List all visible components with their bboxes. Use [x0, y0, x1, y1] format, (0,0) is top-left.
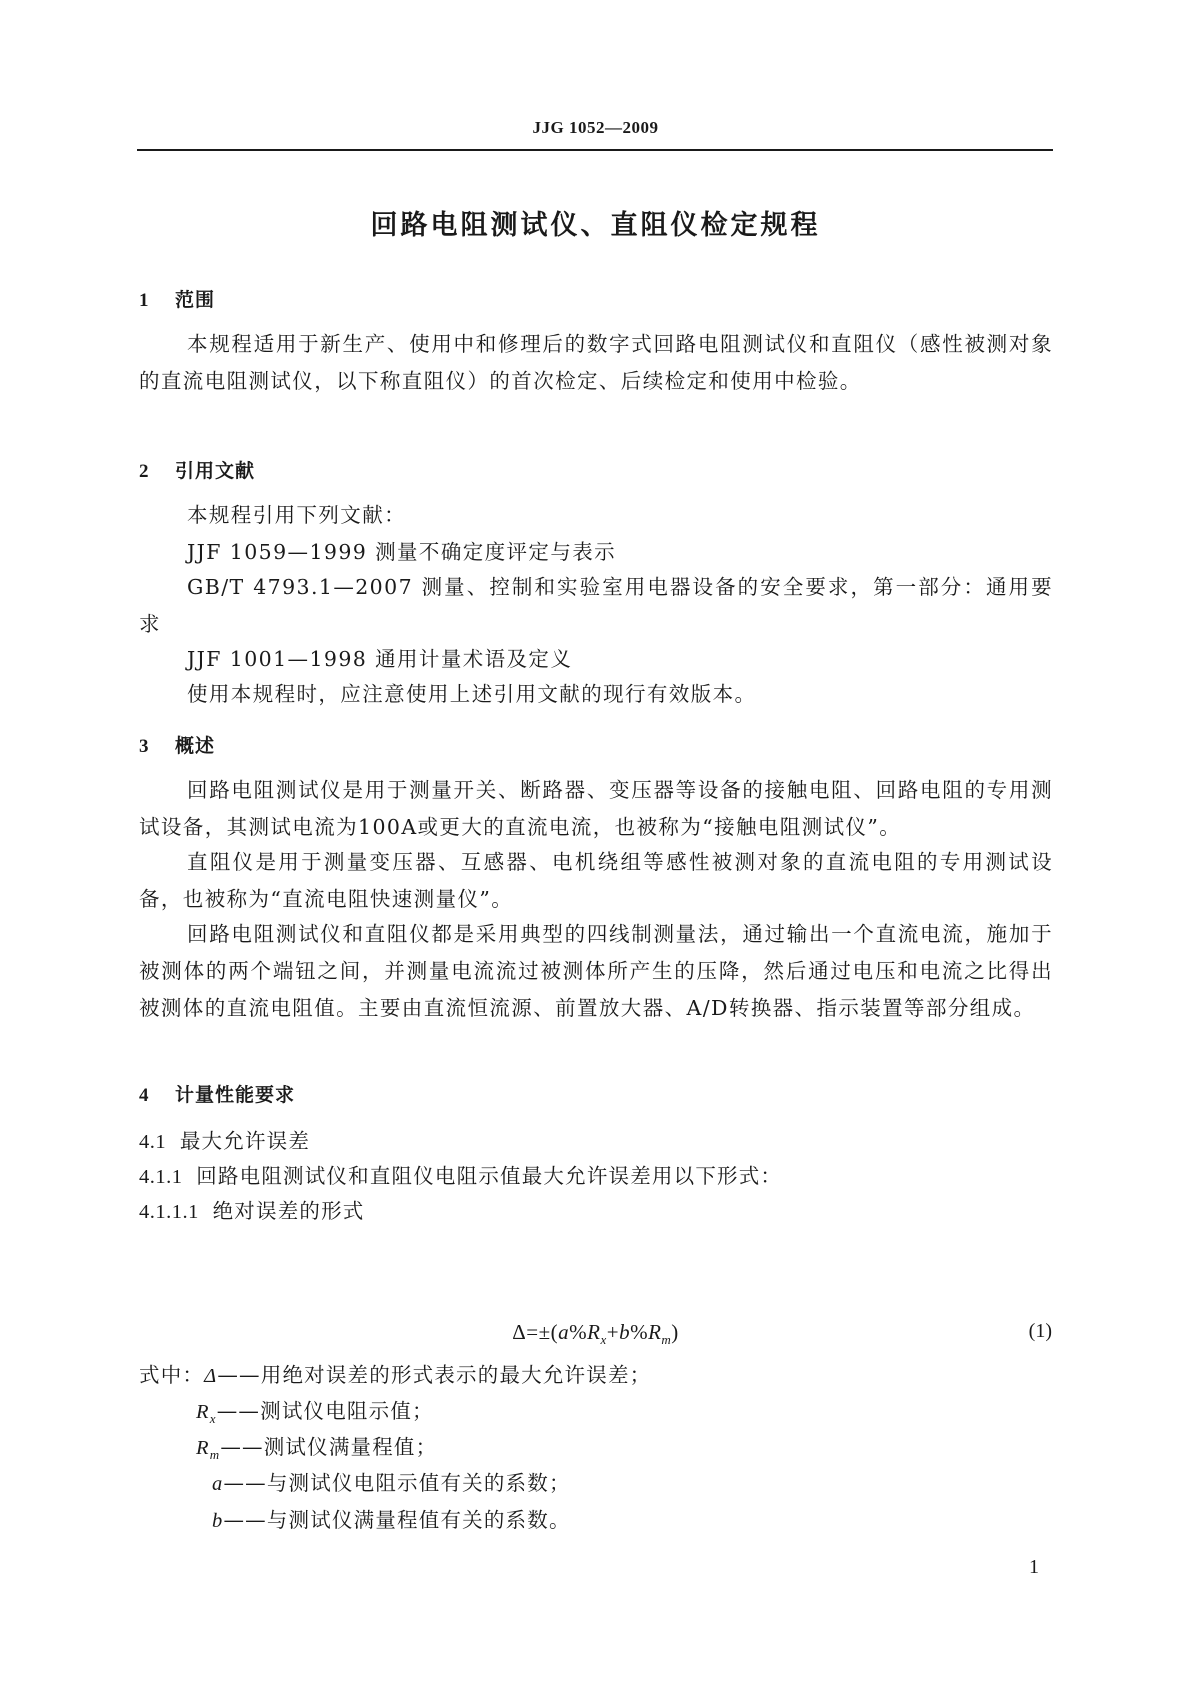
symbol: b: [212, 1510, 224, 1532]
equation-number: (1): [1028, 1320, 1052, 1342]
symbol: R: [196, 1401, 210, 1423]
clause-number: 4.1: [139, 1131, 167, 1153]
plus-sign: +: [606, 1320, 620, 1344]
reference-note: 使用本规程时，应注意使用上述引用文献的现行有效版本。: [187, 682, 757, 706]
coefficient-a: a: [558, 1320, 570, 1344]
percent-sign: %: [630, 1320, 649, 1344]
subscript-m: m: [661, 1332, 672, 1348]
page-number: 1: [1029, 1556, 1039, 1578]
formula-operator: =±(: [526, 1320, 559, 1344]
header-divider: [137, 149, 1053, 151]
symbol-subscript: x: [209, 1411, 217, 1427]
resistance-symbol: R: [587, 1320, 601, 1344]
symbol-description: ——与测试仪电阻示值有关的系数；: [223, 1471, 571, 1495]
section-1-heading: [139, 285, 215, 312]
section-title: 计量性能要求: [175, 1084, 296, 1106]
section-3-heading: [139, 731, 215, 758]
symbol: a: [212, 1473, 224, 1495]
symbol: R: [196, 1437, 210, 1459]
standard-code-header: JJG 1052—2009: [532, 118, 659, 137]
resistance-symbol: R: [648, 1320, 662, 1344]
section-3-paragraph-1: 回路电阻测试仪是用于测量开关、断路器、变压器等设备的接触电阻、回路电阻的专用测试设备，其测试电流为100A或更大的直流电流，也被称为“接触电阻测试仪”。: [139, 778, 1053, 839]
section-1-paragraph: 本规程适用于新生产、使用中和修理后的数字式回路电阻测试仪和直阻仪（感性被测对象的直流电阻测试仪，以下称直阻仪）的首次检定、后续检定和使用中检验。: [139, 332, 1053, 393]
symbol-description: ——测试仪电阻示值；: [216, 1399, 434, 1423]
reference-item: GB/T 4793.1—2007 测量、控制和实验室用电器设备的安全要求，第一部分：通用要求: [139, 575, 1053, 636]
where-rm: [196, 1430, 437, 1463]
section-title: 引用文献: [175, 460, 256, 482]
clause-text: 绝对误差的形式: [212, 1199, 365, 1223]
clause-4-1-1: [139, 1159, 782, 1189]
where-b: [212, 1503, 571, 1533]
delta-symbol: Δ: [512, 1320, 527, 1344]
where-delta: [139, 1358, 651, 1388]
percent-sign: %: [569, 1320, 588, 1344]
section-number: 3: [139, 736, 150, 757]
symbol-description: ——用绝对误差的形式表示的最大允许误差；: [217, 1363, 652, 1387]
section-2-intro: 本规程引用下列文献：: [187, 503, 406, 527]
document-title: 回路电阻测试仪、直阻仪检定规程: [370, 210, 821, 241]
formula-paren: ): [671, 1320, 679, 1344]
subscript-x: x: [600, 1332, 607, 1348]
symbol-subscript: m: [209, 1447, 221, 1463]
section-number: 2: [139, 461, 150, 482]
reference-item: JJF 1059—1999 测量不确定度评定与表示: [187, 540, 617, 564]
clause-number: 4.1.1.1: [139, 1201, 199, 1223]
clause-text: 最大允许误差: [179, 1129, 311, 1153]
section-title: 范围: [175, 289, 216, 311]
where-rx: [196, 1394, 434, 1427]
section-title: 概述: [175, 735, 216, 757]
clause-4-1: [139, 1124, 310, 1154]
clause-text: 回路电阻测试仪和直阻仪电阻示值最大允许误差用以下形式：: [196, 1164, 783, 1188]
section-number: 1: [139, 290, 150, 311]
section-4-heading: [139, 1080, 295, 1107]
clause-number: 4.1.1: [139, 1166, 183, 1188]
symbol: Δ: [204, 1365, 218, 1387]
reference-item: JJF 1001—1998 通用计量术语及定义: [187, 647, 573, 671]
coefficient-b: b: [619, 1320, 631, 1344]
symbol-description: ——测试仪满量程值；: [220, 1435, 438, 1459]
section-3-paragraph-3: 回路电阻测试仪和直阻仪都是采用典型的四线制测量法，通过输出一个直流电流，施加于被测体的两个端钮之间，并测量电流流过被测体所产生的压降，然后通过电压和电流之比得出被测体的直流电阻值。主要由直流恒流源、前置放大器、A/D转换器、指示装置等部分组成。: [139, 922, 1053, 1020]
where-prefix: 式中：: [139, 1363, 205, 1387]
where-a: [212, 1466, 571, 1496]
symbol-description: ——与测试仪满量程值有关的系数。: [223, 1508, 571, 1532]
section-3-paragraph-2: 直阻仪是用于测量变压器、互感器、电机绕组等感性被测对象的直流电阻的专用测试设备，也被称为“直流电阻快速测量仪”。: [139, 850, 1053, 911]
clause-4-1-1-1: [139, 1194, 365, 1224]
error-formula: [0, 1320, 1191, 1348]
section-2-heading: [139, 456, 255, 483]
section-number: 4: [139, 1085, 150, 1106]
